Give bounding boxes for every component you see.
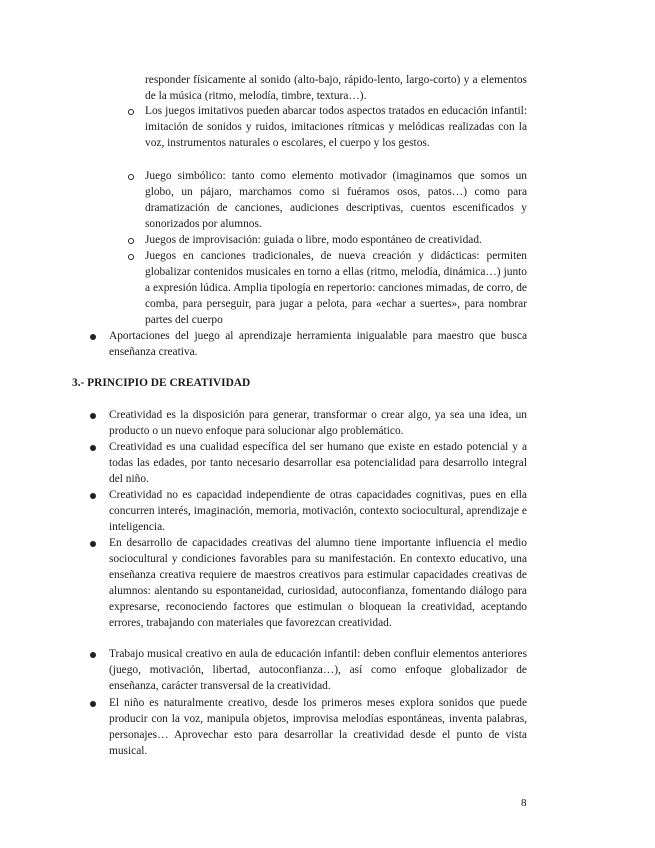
bullet-marker (90, 445, 96, 451)
bullet-marker (90, 541, 96, 547)
list-item: Creatividad no es capacidad independiente de otras capacidades cognitivas, pues en ella concurren interés, imaginación, memoria, motivación, contexto sociocultural, aprendizaje e inteligencia. (109, 489, 527, 533)
bullet-marker (90, 413, 96, 419)
sub-list-item: Los juegos imitativos pueden abarcar todos aspectos tratados en educación infantil: imitación de sonidos y ruidos, imitaciones rítmicas y melódicas realizadas con la voz, instrumentos naturales o escolares, el cuerpo y los gestos. (145, 105, 527, 149)
list-item: Trabajo musical creativo en aula de educación infantil: deben confluir elementos anteriores (juego, motivación, libertad, autoconfianza…), así como enfoque globalizador de enseñanza, carácter transversal de la creatividad. (109, 648, 527, 692)
section-heading: 3.- PRINCIPIO DE CREATIVIDAD (72, 377, 251, 389)
bullet-marker (90, 652, 96, 658)
sub-bullet-marker (128, 109, 134, 115)
sub-bullet-marker (128, 254, 134, 260)
list-item: Aportaciones del juego al aprendizaje herramienta inigualable para maestro que busca enseñanza creativa. (109, 330, 527, 358)
sub-item-continuation: responder físicamente al sonido (alto-bajo, rápido-lento, largo-corto) y a elementos de la música (ritmo, melodía, timbre, textura…). (145, 74, 527, 102)
sub-list-item: Juegos en canciones tradicionales, de nueva creación y didácticas: permiten globalizar contenidos musicales en torno a ellas (ritmo, melodía, dinámica…) junto a expresión lúdica. Amplia tipología en repertorio: canciones mimadas, de corro, de comba, para perseguir, para jugar a pelota, para «echar a suertes», para nombrar partes del cuerpo (145, 250, 527, 326)
sub-bullet-marker (128, 174, 134, 180)
page-number: 8 (521, 797, 527, 809)
sub-list-item: Juegos de improvisación: guiada o libre, modo espontáneo de creatividad. (145, 234, 482, 246)
list-item: Creatividad es la disposición para generar, transformar o crear algo, ya sea una idea, un producto o un nuevo enfoque para solucionar algo problemático. (109, 409, 527, 437)
bullet-marker (90, 493, 96, 499)
list-item: El niño es naturalmente creativo, desde los primeros meses explora sonidos que puede producir con la voz, manipula objetos, improvisa melodías espontáneas, inventa palabras, personajes… Aprovechar esto para desarrollar la creatividad desde el punto de vista musical. (109, 697, 527, 757)
list-item: En desarrollo de capacidades creativas del alumno tiene importante influencia el medio sociocultural y condiciones favorables para su manifestación. En contexto educativo, una enseñanza creativa requiere de maestros creativos para estimular capacidades creativas de alumnos: alentando su espontaneidad, curiosidad, autoconfianza, fomentando diálogo para expresarse, reconociendo factores que estimulan o bloquean la creatividad, aceptando errores, trabajando con materiales que favorezcan creatividad. (109, 537, 527, 629)
bullet-marker (90, 701, 96, 707)
sub-list-item: Juego simbólico: tanto como elemento motivador (imaginamos que somos un globo, un pájaro, marchamos como si fuéramos osos, patos…) como para dramatización de canciones, audiciones descriptivas, cuentos escenificados y sonorizados por alumnos. (145, 170, 527, 230)
sub-bullet-marker (128, 238, 134, 244)
list-item: Creatividad es una cualidad específica del ser humano que existe en estado potencial y a todas las edades, por tanto necesario desarrollar esa potencialidad para desarrollo integral del niño. (109, 441, 527, 485)
bullet-marker (90, 334, 96, 340)
